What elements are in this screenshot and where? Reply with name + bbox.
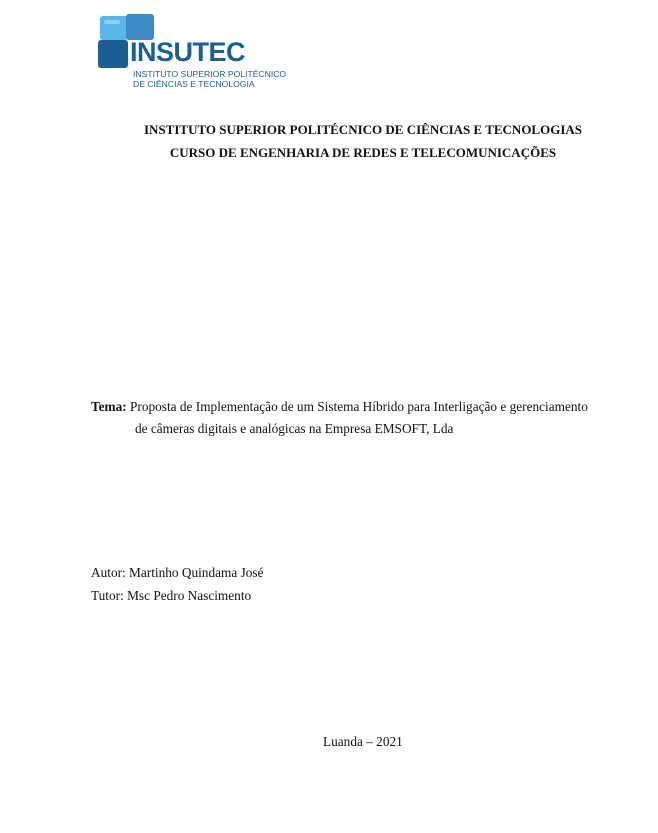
institution-logo [96,10,286,102]
logo-subtitle-line1: INSTITUTO SUPERIOR POLITÉCNICO [133,69,287,79]
theme-line2: de câmeras digitais e analógicas na Empresa EMSOFT, Lda [135,421,454,436]
course-name: CURSO DE ENGENHARIA DE REDES E TELECOMUNICAÇÕES [169,145,557,160]
place-date: Luanda – 2021 [323,734,403,749]
tutor-line: Tutor: Msc Pedro Nascimento [91,588,252,603]
theme-block [91,396,611,440]
theme-line1: Proposta de Implementação de um Sistema Híbrido para Interligação e gerenciamento [130,399,588,414]
logo-title: INSUTEC [130,37,246,67]
author-line: Autor: Martinho Quindama José [91,565,264,580]
theme-label: Tema: [91,399,127,414]
logo-subtitle-line2: DE CIÊNCIAS E TECNOLOGIA [133,79,255,89]
institution-name: INSTITUTO SUPERIOR POLITÉCNICO DE CIÊNCIAS E TECNOLOGIAS [143,122,583,137]
